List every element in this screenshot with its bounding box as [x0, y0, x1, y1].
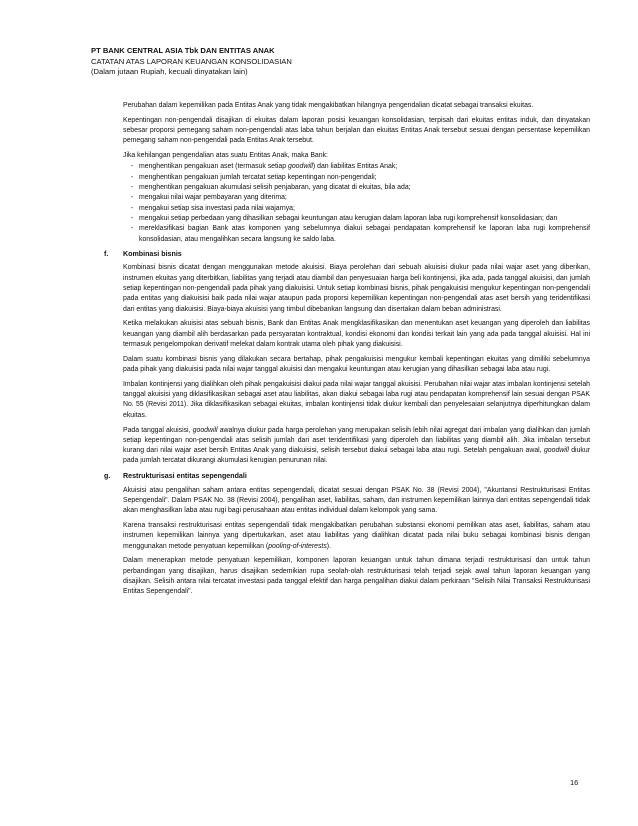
paragraph: Dalam suatu kombinasi bisnis yang dilakukan secara bertahap, pihak pengakuisisi mengukur kembali kepentingan ekuitas yang dimiliki sebelumnya pada pihak yang diakuisisi pada nilai wajar tanggal akuisisi dan mengakui keuntungan atau kerugian yang dihasilkan sebagai laba atau rugi.	[123, 355, 590, 374]
list-item: - mengakui setiap sisa investasi pada nilai wajarnya;	[131, 204, 590, 214]
paragraph: Akuisisi atau pengalihan saham antara entitas sepengendali, dicatat sesuai dengan PSAK No. 38 (Revisi 2004), "Akuntansi Restrukturisasi Entitas Sepengendali". Dalam PSAK No. 38 (Revisi 2004), pengalihan aset, liabilitas, saham, dan instrumen kepemilikan lainnya dari entitas sepengendali tidak akan menghasilkan laba atau rugi bagi perusahaan atau entitas individual dalam kelompok yang sama.	[123, 486, 590, 515]
list-item: - menghentikan pengakuan aset (termasuk setiap goodwill) dan liabilitas Entitas Anak;	[131, 162, 590, 172]
section-title: Kombinasi bisnis	[123, 249, 182, 258]
list-item: - menghentikan pengakuan akumulasi selisih penjabaran, yang dicatat di ekuitas, bila ada;	[131, 183, 590, 193]
section-letter: f.	[104, 249, 109, 258]
paragraph: Jika kehilangan pengendalian atas suatu Entitas Anak, maka Bank:	[123, 152, 328, 160]
section-heading-g	[104, 471, 590, 482]
document-subtitle: CATATAN ATAS LAPORAN KEUANGAN KONSOLIDASIAN	[91, 56, 292, 66]
paragraph: Dalam menerapkan metode penyatuan kepemilikan, komponen laporan keuangan untuk tahun dimana terjadi restrukturisasi dan untuk tahun perbandingan yang disajikan, harus disajikan sedemikian rupa seolah-olah restrukturisasi telah terjadi sejak awal tahun laporan keuangan yang disajikan. Selisih antara nilai tercatat investasi pada tanggal efektif dan harga pengalihan diakui dalam perkiraan "Selisih Nilai Transaksi Restrukturisasi Entitas Sepengendali".	[123, 557, 590, 596]
page-number: 16	[570, 778, 579, 787]
list-item: - mengakui setiap perbedaan yang dihasilkan sebagai keuntungan atau kerugian dalam laporan laba rugi komprehensif konsolidasian; dan	[131, 214, 590, 224]
section-title: Restrukturisasi entitas sepengendali	[123, 472, 247, 481]
paragraph: Ketika melakukan akuisisi atas sebuah bisnis, Bank dan Entitas Anak mengklasifikasikan dan menentukan aset keuangan yang diperoleh dan liabilitas keuangan yang diambil alih berdasarkan pada persyaratan kontraktual, kondisi ekonomi dan kondisi terkait lain yang ada pada tanggal akuisisi. Hal ini termasuk pengelompokan derivatif melekat dalam kontrak utama oleh pihak yang diakuisisi.	[123, 320, 590, 348]
paragraph: Pada tanggal akuisisi, goodwill awalnya diukur pada harga perolehan yang merupakan selisih lebih nilai agregat dari imbalan yang dialihkan dan jumlah setiap kepentingan non-pengendali atas selisih jumlah dari aset teridentifikasi yang diperoleh dan liabilitas yang diambil alih. Jika imbalan tersebut kurang dari nilai wajar aset bersih Entitas Anak yang diakuisisi, selisih tersebut diakui sebagai laba atau rugi. Setelah pengakuan awal, goodwill diukur pada jumlah tercatat dikurangi akumulasi kerugian penurunan nilai.	[123, 426, 590, 465]
list-item: - mengakui nilai wajar pembayaran yang diterima;	[131, 193, 590, 203]
section-heading-f	[104, 249, 590, 260]
company-name: PT BANK CENTRAL ASIA Tbk DAN ENTITAS ANAK	[91, 46, 275, 55]
paragraph: Karena transaksi restrukturisasi entitas sepengendali tidak mengakibatkan perubahan substansi ekonomi pemilikan atas aset, liabilitas, saham atau instrumen kepemilikan lainnya yang dipertukarkan, aset atau liabilitas yang dialihkan dicatat pada nilai buku sebagai kombinasi bisnis dengan menggunakan metode penyatuan kepemilikan (pooling-of-interests).	[123, 522, 590, 550]
list-item: - menghentikan pengakuan jumlah tercatat setiap kepentingan non-pengendali;	[131, 173, 590, 183]
paragraph: Kepentingan non-pengendali disajikan di ekuitas dalam laporan posisi keuangan konsolidasian, terpisah dari ekuitas entitas induk, dan dinyatakan sebesar proporsi pemegang saham non-pengendali atas laba tahun berjalan dan ekuitas Entitas Anak tersebut sesuai dengan persentase kepemilikan pemegang saham non-pengendali pada Entitas Anak tersebut.	[123, 116, 590, 145]
notes-content	[104, 101, 590, 602]
paragraph: Kombinasi bisnis dicatat dengan menggunakan metode akuisisi. Biaya perolehan dari sebuah akuisisi diukur pada nilai wajar aset yang diberikan, instrumen ekuitas yang diterbitkan, liabilitas yang terjadi atau diambil dan penyesuaian harga beli kontinjensi, jika ada, pada tanggal akuisisi, dan jumlah setiap kepentingan non-pengendali pada pihak yang diakuisisi. Untuk setiap kombinasi bisnis, pihak pengakuisisi mengukur kepentingan non-pengendali pada entitas yang diakuisisi baik pada nilai wajar ataupun pada proporsi kepemilikan kepentingan non-pengendali atas aset bersih yang teridentifikasi dari entitas yang diakuisisi. Biaya-biaya akuisisi yang timbul dibebankan langsung dan disertakan dalam beban administrasi.	[123, 264, 590, 313]
section-letter: g.	[104, 472, 111, 481]
loss-of-control-list	[123, 162, 590, 244]
document-header	[91, 46, 611, 78]
list-item: - mereklasifikasi bagian Bank atas komponen yang sebelumnya diakui sebagai pendapatan komprehensif ke laporan laba rugi komprehensif konsolidasian, atau mengalihkan secara langsung ke saldo laba.	[131, 224, 590, 245]
paragraph: Perubahan dalam kepemilikan pada Entitas Anak yang tidak mengakibatkan hilangnya pengendalian dicatat sebagai transaksi ekuitas.	[123, 102, 534, 109]
paragraph: Imbalan kontinjensi yang dialihkan oleh pihak pengakuisisi diakui pada nilai wajar tanggal akuisisi. Perubahan nilai wajar atas imbalan kontinjensi setelah tanggal akuisisi yang diklasifikasikan sebagai aset atau liabilitas, akan diakui sebagai laba rugi atau pendapatan komprehensif lain sesuai dengan PSAK No. 55 (Revisi 2011). Jika diklasifikasikan sebagai ekuitas, imbalan kontinjensi tidak diukur kembali dan penyelesaian selanjutnya diperhitungkan dalam ekuitas.	[123, 380, 590, 419]
units-note: (Dalam jutaan Rupiah, kecuali dinyatakan lain)	[91, 67, 248, 76]
